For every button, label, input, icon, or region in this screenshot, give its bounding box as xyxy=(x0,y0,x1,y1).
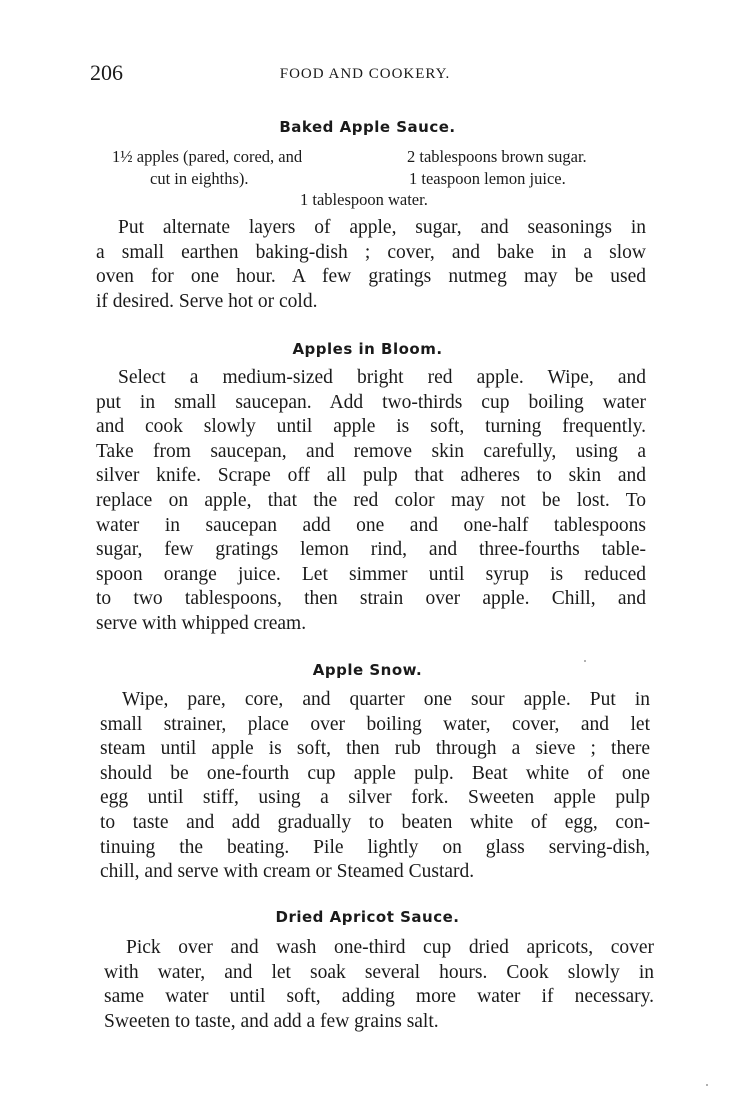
recipe-body xyxy=(96,216,646,314)
text-line: spoon orange juice. Let simmer until syrup is reduced xyxy=(96,563,646,585)
page-number: 206 xyxy=(90,60,123,85)
text-line: Wipe, pare, core, and quarter one sour apple. Put in xyxy=(122,689,650,710)
page-header xyxy=(90,60,640,90)
running-title: FOOD AND COOKERY. xyxy=(279,66,451,82)
text-line: small strainer, place over boiling water, cover, and let xyxy=(100,713,650,735)
text-line: Select a medium-sized bright red apple. Wipe, and xyxy=(118,367,646,388)
recipe-body xyxy=(96,366,646,637)
text-line: Sweeten to taste, and add a few grains salt. xyxy=(104,1010,439,1032)
text-line: Take from saucepan, and remove skin carefully, using a xyxy=(96,440,646,462)
ingredient-left-column xyxy=(112,146,302,190)
text-line: put in small saucepan. Add two-thirds cup boiling water xyxy=(96,391,646,413)
recipe-title-baked-apple-sauce: Baked Apple Sauce. xyxy=(279,118,456,136)
ingredient-item-centered: 1 tablespoon water. xyxy=(300,190,428,209)
text-line: tinuing the beating. Pile lightly on glass serving-dish, xyxy=(100,836,650,858)
paper-speck xyxy=(584,660,586,662)
text-line: silver knife. Scrape off all pulp that adheres to skin and xyxy=(96,465,646,487)
text-line: a small earthen baking-dish ; cover, and bake in a slow xyxy=(96,241,646,263)
recipe-body xyxy=(104,936,654,1034)
ingredient-item: 1½ apples (pared, cored, and xyxy=(112,147,303,166)
text-line: oven for one hour. A few gratings nutmeg may be used xyxy=(96,266,646,288)
text-line: with water, and let soak several hours. Cook slowly in xyxy=(104,961,654,983)
paper-speck xyxy=(706,1084,708,1086)
text-line: steam until apple is soft, then rub through a sieve ; there xyxy=(100,738,650,760)
recipe-title-dried-apricot-sauce: Dried Apricot Sauce. xyxy=(275,908,460,926)
ingredient-item: 1 teaspoon lemon juice. xyxy=(409,169,566,188)
text-line: egg until stiff, using a silver fork. Sweeten apple pulp xyxy=(100,787,650,809)
text-line: sugar, few gratings lemon rind, and three-fourths table- xyxy=(96,539,646,561)
text-line: same water until soft, adding more water if necessary. xyxy=(104,986,654,1008)
text-line: to two tablespoons, then strain over apple. Chill, and xyxy=(96,588,646,610)
text-line: chill, and serve with cream or Steamed Custard. xyxy=(100,861,475,883)
recipe-body xyxy=(100,688,650,885)
text-line: Put alternate layers of apple, sugar, and seasonings in xyxy=(118,217,646,238)
text-line: water in saucepan add one and one-half tablespoons xyxy=(96,514,646,536)
text-line: serve with whipped cream. xyxy=(96,612,307,634)
text-line: replace on apple, that the red color may not be lost. To xyxy=(96,489,646,511)
text-line: and cook slowly until apple is soft, turning frequently. xyxy=(96,416,646,438)
recipe-title-apples-in-bloom: Apples in Bloom. xyxy=(292,340,443,358)
text-line: Pick over and wash one-third cup dried apricots, cover xyxy=(126,937,654,958)
ingredient-item-continued: cut in eighths). xyxy=(150,169,249,188)
text-line: should be one-fourth cup apple pulp. Beat white of one xyxy=(100,762,650,784)
ingredient-right-column xyxy=(407,146,587,190)
text-line: to taste and add gradually to beaten white of egg, con- xyxy=(100,811,650,833)
text-line: if desired. Serve hot or cold. xyxy=(96,290,318,312)
recipe-title-apple-snow: Apple Snow. xyxy=(312,661,423,679)
ingredient-item: 2 tablespoons brown sugar. xyxy=(407,147,587,166)
